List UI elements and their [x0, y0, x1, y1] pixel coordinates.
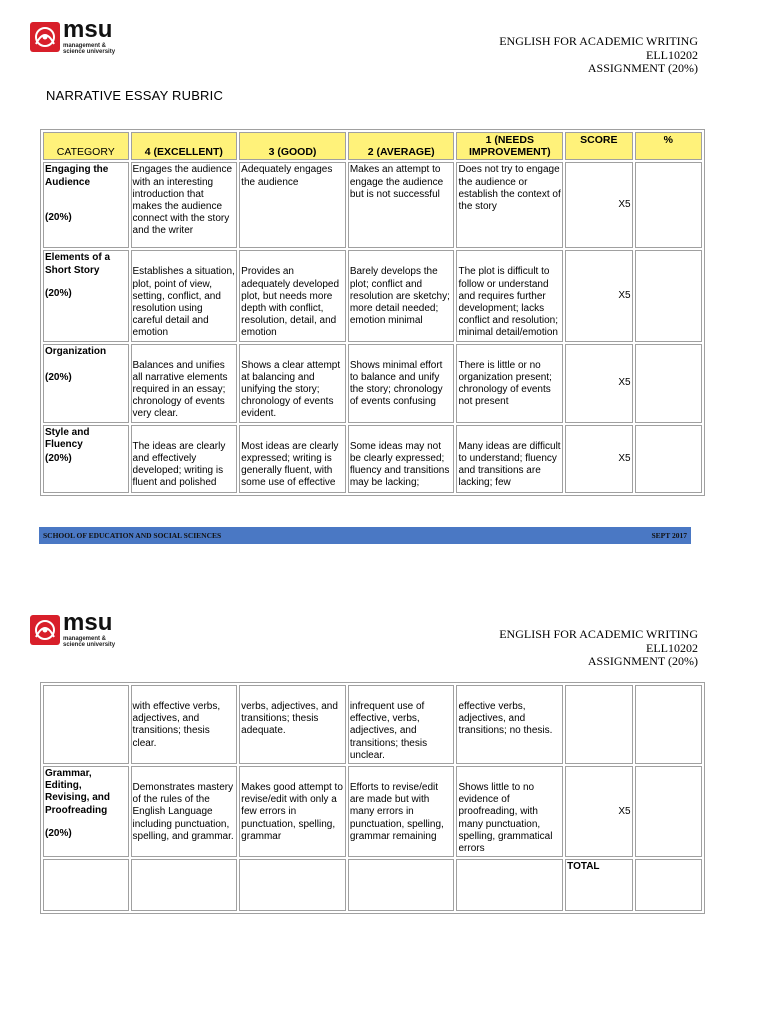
- needs-improvement-cell: There is little or no organization present; chronology of events not present: [456, 344, 563, 423]
- empty-cell: [239, 859, 346, 911]
- good-cell: Makes good attempt to revise/edit with only a few errors in punctuation, spelling, grammar: [239, 766, 346, 857]
- percent-cell: [635, 344, 702, 423]
- excellent-cell: Demonstrates mastery of the rules of the English Language including punctuation, spelling, and grammar.: [131, 766, 238, 857]
- category-weight: (20%): [45, 371, 72, 383]
- excellent-cell: Balances and unifies all narrative elements required in an essay; chronology of events very clear.: [131, 344, 238, 423]
- average-cell: Some ideas may not be clearly expressed; fluency and transitions may be lacking;: [348, 425, 455, 493]
- table-row: [43, 250, 702, 341]
- course-title: ENGLISH FOR ACADEMIC WRITING: [499, 34, 698, 48]
- msu-emblem-icon: [30, 22, 60, 52]
- average-cell: Makes an attempt to engage the audience but is not successful: [348, 162, 455, 248]
- category-name: Style and Fluency: [45, 426, 90, 450]
- score-cell: X5: [565, 250, 632, 341]
- header-percent: %: [635, 132, 702, 160]
- average-cell: Barely develops the plot; conflict and resolution are sketchy; more detail needed; emotion minimal: [348, 250, 455, 341]
- empty-cell: [43, 859, 129, 911]
- header-excellent: 4 (EXCELLENT): [131, 132, 238, 160]
- score-cell: X5: [565, 766, 632, 857]
- table-row: [43, 685, 702, 764]
- average-cell: Shows minimal effort to balance and unify the story; chronology of events confusing: [348, 344, 455, 423]
- needs-improvement-cell: Many ideas are difficult to understand; fluency and transitions are lacking; few: [456, 425, 563, 493]
- percent-cell: [635, 162, 702, 248]
- page-footer: [39, 527, 691, 544]
- header-good: 3 (GOOD): [239, 132, 346, 160]
- category-weight: (20%): [45, 827, 72, 839]
- total-row: [43, 859, 702, 911]
- total-value-cell: [635, 859, 702, 911]
- category-cell: [43, 685, 129, 764]
- header-score: SCORE: [565, 132, 632, 160]
- average-cell: infrequent use of effective, verbs, adjectives, and transitions; thesis unclear.: [348, 685, 455, 764]
- table-header-row: [43, 132, 702, 160]
- course-code: ELL10202: [646, 47, 698, 62]
- msu-emblem-icon: [30, 615, 60, 645]
- header-average: 2 (AVERAGE): [348, 132, 455, 160]
- good-cell: verbs, adjectives, and transitions; thesis adequate.: [239, 685, 346, 764]
- page-title: NARRATIVE ESSAY RUBRIC: [46, 88, 224, 103]
- logo-subtitle-1: management &: [63, 43, 107, 49]
- excellent-cell: with effective verbs, adjectives, and transitions; thesis clear.: [131, 685, 238, 764]
- assignment-label: ASSIGNMENT (20%): [587, 61, 698, 75]
- excellent-cell: The ideas are clearly and effectively developed; writing is fluent and polished: [131, 425, 238, 493]
- header-category: CATEGORY: [43, 132, 129, 160]
- table-row: [43, 162, 702, 248]
- logo-word: msu: [63, 16, 113, 43]
- good-cell: Adequately engages the audience: [239, 162, 346, 248]
- course-title: ENGLISH FOR ACADEMIC WRITING: [499, 627, 698, 641]
- percent-cell: [635, 250, 702, 341]
- logo-subtitle-1: management &: [63, 636, 107, 642]
- logo-word: msu: [63, 609, 113, 636]
- category-name: Organization: [45, 345, 107, 357]
- rubric-table-continued: [40, 682, 705, 914]
- header-needs-improvement: 1 (NEEDS IMPROVEMENT): [456, 132, 563, 160]
- total-label: TOTAL: [565, 859, 632, 911]
- good-cell: Provides an adequately developed plot, but needs more depth with conflict, resolution, detail, and emotion: [239, 250, 346, 341]
- needs-improvement-cell: effective verbs, adjectives, and transitions; no thesis.: [456, 685, 563, 764]
- empty-cell: [348, 859, 455, 911]
- category-name: Elements of a Short Story: [45, 252, 111, 276]
- needs-improvement-cell: Shows little to no evidence of proofreading, with many punctuation, spelling, grammatical errors: [456, 766, 563, 857]
- category-name: Engaging the Audience: [45, 164, 109, 188]
- table-row: [43, 344, 702, 423]
- score-cell: X5: [565, 344, 632, 423]
- page-header: [499, 35, 698, 76]
- table-row: [43, 766, 702, 857]
- needs-improvement-cell: The plot is difficult to follow or understand and requires further development; lacks conflict and resolution; minimal detail/emotion: [456, 250, 563, 341]
- assignment-label: ASSIGNMENT (20%): [587, 654, 698, 668]
- percent-cell: [635, 425, 702, 493]
- score-cell: X5: [565, 425, 632, 493]
- empty-cell: [456, 859, 563, 911]
- good-cell: Most ideas are clearly expressed; writing is generally fluent, with some use of effective: [239, 425, 346, 493]
- category-cell: [43, 162, 129, 248]
- empty-cell: [131, 859, 238, 911]
- percent-cell: [635, 685, 702, 764]
- footer-date: SEPT 2017: [651, 531, 687, 540]
- category-name: Grammar, Editing, Revising, and Proofreading: [45, 768, 111, 816]
- category-weight: (20%): [45, 287, 72, 299]
- category-cell: [43, 766, 129, 857]
- average-cell: Efforts to revise/edit are made but with many errors in punctuation, spelling, grammar remaining: [348, 766, 455, 857]
- page-header: [499, 628, 698, 669]
- category-cell: [43, 344, 129, 423]
- logo-subtitle-2: science university: [63, 642, 116, 648]
- category-weight: (20%): [45, 453, 72, 465]
- excellent-cell: Engages the audience with an interesting introduction that makes the audience connect with the story and the writer: [131, 162, 238, 248]
- table-row: [43, 425, 702, 493]
- good-cell: Shows a clear attempt at balancing and unifying the story; chronology of events evident.: [239, 344, 346, 423]
- msu-logo: [30, 16, 130, 56]
- course-code: ELL10202: [646, 640, 698, 655]
- needs-improvement-cell: Does not try to engage the audience or establish the context of the story: [456, 162, 563, 248]
- rubric-table: [40, 129, 705, 496]
- category-weight: (20%): [45, 211, 72, 223]
- score-cell: X5: [565, 162, 632, 248]
- category-cell: [43, 425, 129, 493]
- footer-school: SCHOOL OF EDUCATION AND SOCIAL SCIENCES: [43, 531, 222, 540]
- excellent-cell: Establishes a situation, plot, point of view, setting, conflict, and resolution using careful detail and emotion: [131, 250, 238, 341]
- category-cell: [43, 250, 129, 341]
- logo-subtitle-2: science university: [63, 49, 116, 55]
- score-cell: [565, 685, 632, 764]
- msu-logo: [30, 609, 130, 649]
- percent-cell: [635, 766, 702, 857]
